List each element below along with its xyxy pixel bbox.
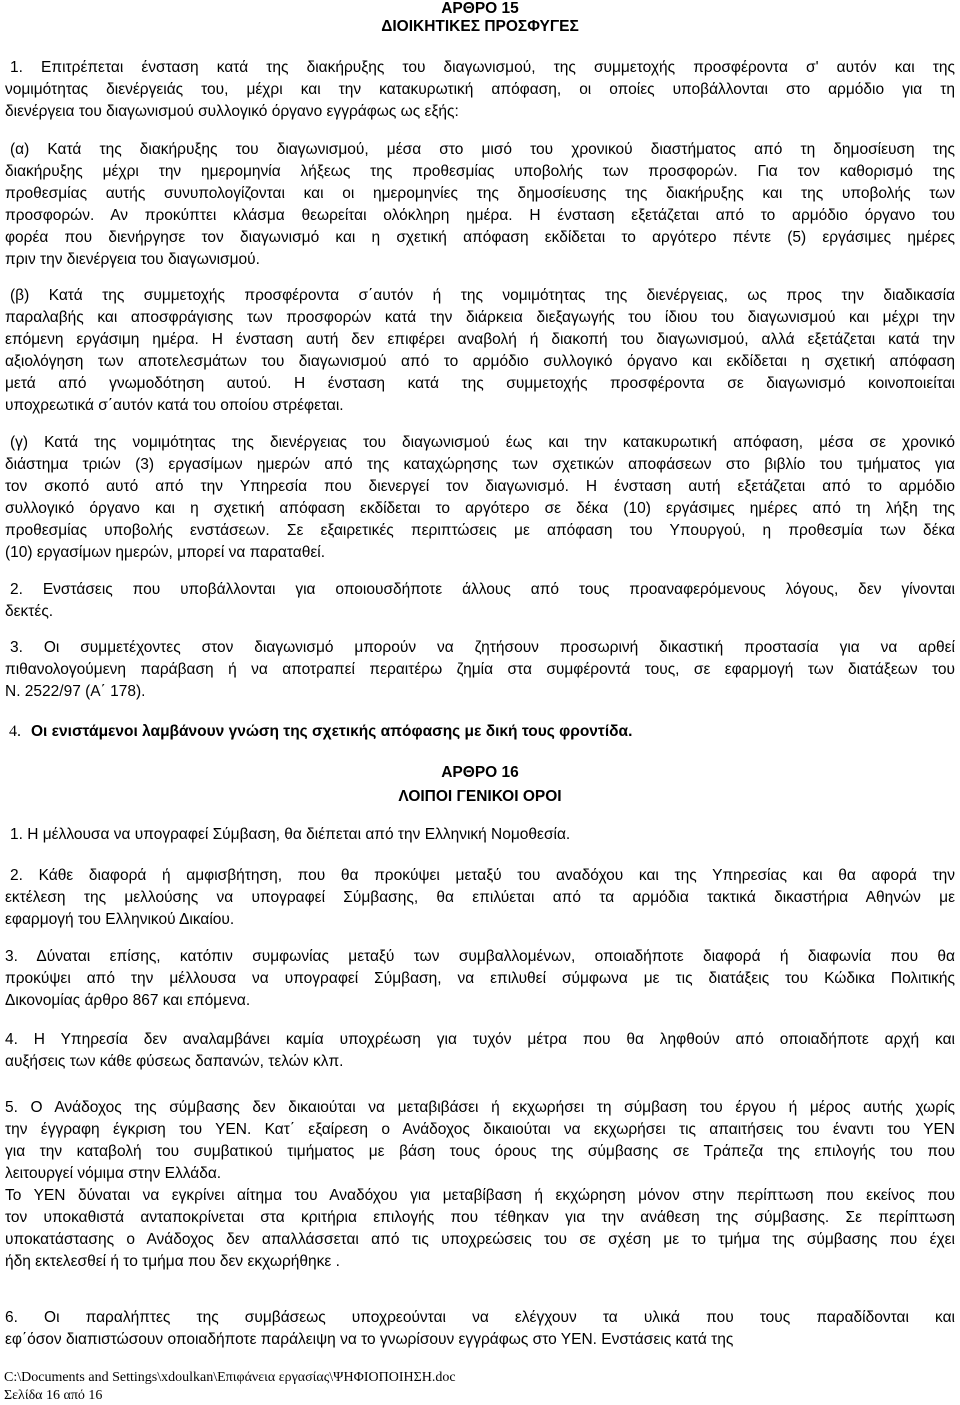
text-line: πιθανολογούμενη παράβαση ή να αποτραπεί περαιτέρω ζημία στα συμφέροντά τους, σε εφαρμογή των διατάξεων του [5,661,955,678]
article-16-paragraph-6 [5,1307,955,1351]
article-15-paragraph-a [5,139,955,271]
text-line: διάστημα τριών (3) εργασίμων ημερών από της καταχώρησης των σχετικών αποφάσεων στο βιβλίο του τμήματος για [5,456,955,473]
article-15-heading: ΑΡΘΡΟ 15 [441,0,519,17]
text-line: Ν. 2522/97 (Α΄ 178). [5,683,146,700]
text-line: αυξήσεις των κάθε φύσεως δαπανών, τελών κλπ. [5,1053,344,1070]
article-16-paragraph-5 [5,1097,955,1185]
text-line: εφαρμογή του Ελληνικού Δικαίου. [5,911,235,928]
text-line: υποκατάστασης ο Ανάδοχος δεν απαλλάσσεται από τις υποχρεώσεις του σε σχέση με το τμήμα της σύμβασης που έχει [5,1231,955,1248]
text-line: 5. Ο Ανάδοχος της σύμβασης δεν δικαιούται να μεταβιβάσει ή εκχωρήσει τη σύμβαση του έργου ή μέρος αυτής χωρίς [5,1099,955,1116]
text-line: αξιολόγηση των αποτελεσμάτων του διαγωνισμού από το αρμόδιο συλλογικό όργανο και εκδίδεται η σχετική απόφαση [5,353,955,370]
text-line: 6. Οι παραλήπτες της συμβάσεως υποχρεούνται να ελέγχουν τα υλικά που τους παραδίδονται και [5,1309,955,1326]
article-15-paragraph-b [5,285,955,417]
text-line: πριν την διενέργεια του διαγωνισμού. [5,251,260,268]
text-line: την έγγραφη έγκριση του ΥΕΝ. Κατ΄ εξαίρεση ο Ανάδοχος δικαιούται να εκχωρήσει τις απαιτήσεις του έναντι του ΥΕΝ [5,1121,955,1138]
text-line: (β) Κατά της συμμετοχής προσφέροντα σ΄αυτόν ή της νομιμότητας της διενέργειας, ως προς την διαδικασία [10,287,955,304]
text-line: προκύψει από την μέλλουσα να υπογραφεί Σύμβαση, να επιλυθεί σύμφωνα με τις διατάξεις του Κώδικα Πολιτικής [5,970,955,987]
text-line: επόμενη εργάσιμη ημέρα. Η ένσταση αυτή δεν επιφέρει αναβολή ή διακοπή του διαγωνισμού, αλλά εξετάζεται κατά την [5,331,955,348]
text-line: νομιμότητας διενέργειάς του, μέχρι και την κατακυρωτική απόφαση, οι οποίες υποβάλλονται στο αρμόδιο για τη [5,81,955,98]
article-15-header [5,0,955,36]
text-line: προθεσμίας υποβολής ενστάσεων. Σε εξαιρετικές περιπτώσεις με απόφαση του Υπουργού, η προθεσμία των δέκα [5,522,955,539]
text-line: λειτουργεί νόμιμα στην Ελλάδα. [5,1165,222,1182]
text-line: εκτέλεση της μελλούσης να υπογραφεί Σύμβασης, θα επιλύεται από τα αρμόδια τακτικά δικαστήρια Αθηνών με [5,889,955,906]
text-line: 3. Δύναται επίσης, κατόπιν συμφωνίας μεταξύ των συμβαλλομένων, οποιαδήποτε διαφορά ή διαφωνία που θα [5,948,955,965]
text-line: (γ) Κατά της νομιμότητας της διενέργειας του διαγωνισμού έως και την κατακυρωτική απόφαση, μέσα σε χρονικό [10,434,955,451]
article-15-paragraph-3 [5,637,955,703]
text-line: παραλαβής και αποσφράγισης των προσφορών κατά την διάρκεια διεξαγωγής του ίδιου του διαγωνισμού και μέχρι την [5,309,955,326]
text-line: 2. Ενστάσεις που υποβάλλονται για οποιουσδήποτε άλλους από τους προαναφερόμενους λόγους, δεν γίνονται [10,581,955,598]
text-line: (α) Κατά της διακήρυξης του διαγωνισμού, μέσα στο μισό του χρονικού διαστήματος από τη δημοσίευση της [10,141,955,158]
text-line: δεκτές. [5,603,54,620]
article-15-paragraph-1 [5,57,955,123]
footer-page-number: Σελίδα 16 από 16 [4,1388,103,1403]
article-15-paragraph-c [5,432,955,564]
article-16-paragraph-5-continued [5,1185,955,1273]
bold-notice-line [5,721,955,743]
text-line: υποχρεωτικά σ΄αυτόν κατά του οποίου στρέφεται. [5,397,344,414]
paragraph-number: 4. [9,723,21,740]
text-line: προσφορών. Αν προκύπτει κλάσμα θεωρείται ολόκληρη ημέρα. Η ένσταση εξετάζεται από το αρμόδιο όργανο του [5,207,955,224]
text-line: ήδη εκτελεσθεί ή το τμήμα που δεν εκχωρήθηκε . [5,1253,340,1270]
text-line: τον υποκαθιστά ανταποκρίνεται στα κριτήρια επιλογής που τέθηκαν για την ανάθεση της σύμβασης. Σε περίπτωση [5,1209,955,1226]
text-line: 1. Η μέλλουσα να υπογραφεί Σύμβαση, θα διέπεται από την Ελληνική Νομοθεσία. [10,826,571,843]
article-16-heading: ΑΡΘΡΟ 16 [441,764,519,781]
text-line: Δικονομίας άρθρο 867 και επόμενα. [5,992,251,1009]
article-16-title: ΛΟΙΠΟΙ ΓΕΝΙΚΟΙ ΟΡΟΙ [398,788,562,805]
article-16-paragraph-4 [5,1029,955,1073]
text-line: τον σκοπό αυτό από την Υπηρεσία που διενεργεί τον διαγωνισμό. Η ένσταση αυτή εξετάζεται από το αρμόδιο [5,478,955,495]
article-16-paragraph-2 [5,865,955,931]
text-line: 4. Η Υπηρεσία δεν αναλαμβάνει καμία υποχρέωση για τυχόν μέτρα που θα ληφθούν από οποιαδήποτε αρχή και [5,1031,955,1048]
text-line: εφ΄όσον διαπιστώσουν οποιαδήποτε παράλειψη να το γνωρίσουν εγγράφως στο ΥΕΝ. Ενστάσεις κατά της [5,1331,734,1348]
text-line: για την καταβολή του συμβατικού τιμήματος με βάση τους όρους της σύμβασης σε Τράπεζα της επιλογής του που [5,1143,955,1160]
text-line: 1. Επιτρέπεται ένσταση κατά της διακήρυξης του διαγωνισμού, της συμμετοχής προσφέροντα σ' αυτόν και της [10,59,955,76]
article-16-paragraph-1 [5,824,955,846]
article-15-paragraph-2 [5,579,955,623]
text-line: διακήρυξης μέχρι την ημερομηνία λήξεως της προθεσμίας υποβολής των προσφορών. Για τον καθορισμό της [5,163,955,180]
article-16-header [5,761,955,809]
text-line: μετά από γνωμοδότηση αυτού. Η ένσταση κατά της συμμετοχής προσφέροντα σε διαγωνισμό κοινοποιείται [5,375,955,392]
article-16-paragraph-3 [5,946,955,1012]
text-line: (10) εργασίμων ημερών, μπορεί να παραταθεί. [5,544,326,561]
text-line: 3. Οι συμμετέχοντες στον διαγωνισμό μπορούν να ζητήσουν προσωρινή δικαστική προστασία για να αρθεί [10,639,955,656]
text-line: προθεσμίας αυτής συνυπολογίζονται και οι ημερομηνίες της δημοσίευσης της διακήρυξης και της υποβολής των [5,185,955,202]
article-15-paragraph-4 [5,721,955,743]
bold-notice-text: Οι ενιστάμενοι λαμβάνουν γνώση της σχετικής απόφασης με δική τους φροντίδα. [31,723,633,740]
footer-file-path: C:\Documents and Settings\xdoulkan\Επιφάνεια εργασίας\ΨΗΦΙΟΠΟΙΗΣΗ.doc [4,1370,456,1385]
text-line: Το ΥΕΝ δύναται να εγκρίνει αίτημα του Αναδόχου για μεταβίβαση ή εκχώρηση μόνον στην περίπτωση που εκείνος που [5,1187,955,1204]
text-line: διενέργεια του διαγωνισμού συλλογικό όργανο εγγράφως ως εξής: [5,103,459,120]
text-line: φορέα που διενήργησε τον διαγωνισμό και η σχετική απόφαση εκδίδεται το αργότερο πέντε (5) εργάσιμες ημέρες [5,229,955,246]
article-15-title: ΔΙΟΙΚΗΤΙΚΕΣ ΠΡΟΣΦΥΓΕΣ [381,18,579,35]
text-line: συλλογικό όργανο και η σχετική απόφαση εκδίδεται το αργότερο σε δέκα (10) εργάσιμες ημέρες από τη λήξη της [5,500,955,517]
text-line: 2. Κάθε διαφορά ή αμφισβήτηση, που θα προκύψει μεταξύ του αναδόχου και της Υπηρεσίας και θα αφορά την [10,867,955,884]
